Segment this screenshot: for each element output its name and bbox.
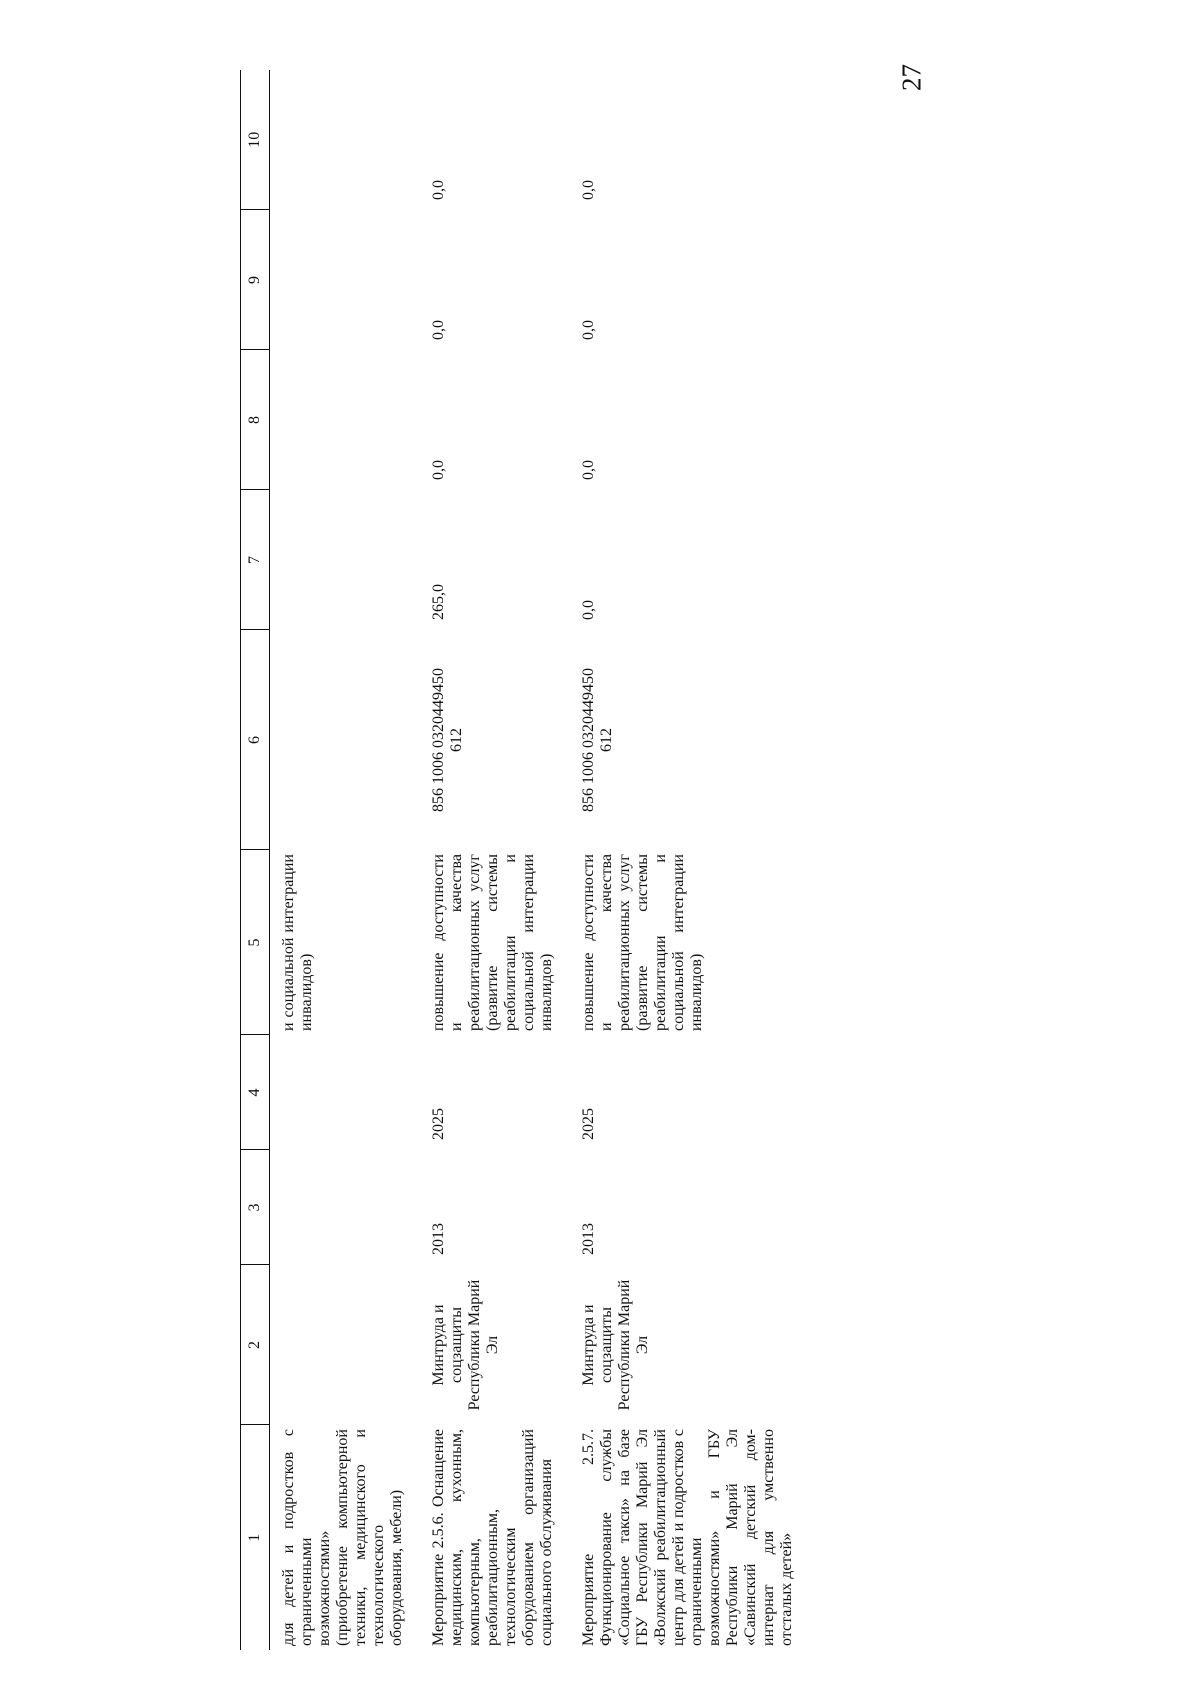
table-row bbox=[570, 70, 810, 1650]
budget-code-cell bbox=[270, 630, 421, 850]
result-cell: и социальной интеграции инвалидов) bbox=[280, 854, 315, 1031]
budget-table bbox=[240, 70, 810, 1650]
value-cell-10: 0,0 bbox=[580, 180, 597, 200]
table-row bbox=[270, 70, 421, 1650]
activity-cell: Мероприятие 2.5.6. Оснащение медицинским, кухонным, компьютерным, реабилитационным, технологическим оборудованием организаций социального обслуживания bbox=[430, 1429, 555, 1646]
column-header-10: 10 bbox=[241, 70, 270, 210]
budget-code-line1: 856 1006 0320449450 bbox=[580, 668, 597, 812]
value-cell-7: 265,0 bbox=[430, 584, 447, 620]
budget-code-line1: 856 1006 0320449450 bbox=[430, 668, 447, 812]
value-cell-9: 0,0 bbox=[430, 320, 447, 340]
start-year-cell: 2013 bbox=[580, 1223, 597, 1255]
value-cell-9: 0,0 bbox=[580, 320, 597, 340]
end-year-cell: 2025 bbox=[430, 1108, 447, 1140]
value-cell-8: 0,0 bbox=[580, 460, 597, 480]
column-header-7: 7 bbox=[241, 490, 270, 630]
table-row bbox=[420, 70, 570, 1650]
value-cell-10 bbox=[270, 70, 421, 210]
result-cell: повышение доступности и качества реабилитационных услуг (развитие системы реабилитации и социальной интеграции инвалидов) bbox=[430, 854, 555, 1031]
budget-code-line2: 612 bbox=[598, 728, 615, 752]
activity-cell: для детей и подростков с ограниченными возможностями» (приобретение компьютерной техники, медицинского и технологического оборудования, мебели) bbox=[280, 1429, 405, 1646]
value-cell-7: 0,0 bbox=[580, 600, 597, 620]
activity-cell: Мероприятие 2.5.7. Функционирование службы «Социальное такси» на базе ГБУ Республики Марий Эл «Волжский реабилитационный центр для детей и подростков с ограниченными возможностями» и ГБУ Республики Марий Эл «Савинский детский дом-интернат для умственно отсталых детей» bbox=[580, 1429, 795, 1646]
column-header-6: 6 bbox=[241, 630, 270, 850]
executor-cell bbox=[270, 1265, 421, 1425]
column-header-9: 9 bbox=[241, 210, 270, 350]
executor-cell: Минтруда и соцзащиты Республики Марий Эл bbox=[580, 1279, 651, 1411]
value-cell-8: 0,0 bbox=[430, 460, 447, 480]
column-header-3: 3 bbox=[241, 1150, 270, 1265]
executor-cell: Минтруда и соцзащиты Республики Марий Эл bbox=[430, 1279, 501, 1411]
column-header-2: 2 bbox=[241, 1265, 270, 1425]
budget-code-cell bbox=[420, 630, 570, 850]
column-header-4: 4 bbox=[241, 1035, 270, 1150]
budget-code-line2: 612 bbox=[448, 728, 465, 752]
column-header-5: 5 bbox=[241, 850, 270, 1035]
end-year-cell bbox=[270, 1035, 421, 1150]
header-row bbox=[241, 70, 270, 1650]
value-cell-10: 0,0 bbox=[430, 180, 447, 200]
result-cell: повышение доступности и качества реабилитационных услуг (развитие системы реабилитации и социальной интеграции инвалидов) bbox=[580, 854, 705, 1031]
value-cell-9 bbox=[270, 210, 421, 350]
value-cell-8 bbox=[270, 350, 421, 490]
start-year-cell: 2013 bbox=[430, 1223, 447, 1255]
end-year-cell: 2025 bbox=[580, 1108, 597, 1140]
column-header-1: 1 bbox=[241, 1425, 270, 1650]
rotated-table-container bbox=[240, 70, 1180, 1650]
budget-code-cell bbox=[570, 630, 810, 850]
start-year-cell bbox=[270, 1150, 421, 1265]
column-header-8: 8 bbox=[241, 350, 270, 490]
page-number: 27 bbox=[896, 64, 927, 91]
value-cell-7 bbox=[270, 490, 421, 630]
